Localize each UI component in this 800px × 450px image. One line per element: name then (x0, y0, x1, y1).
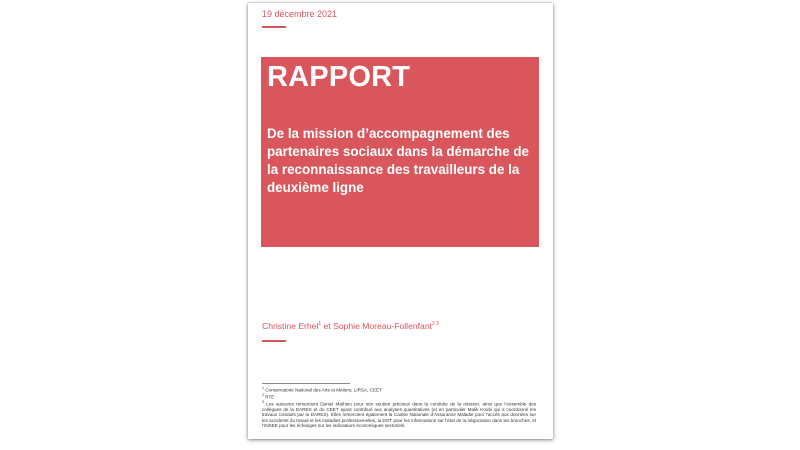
footnote-number: 2 (262, 392, 264, 397)
footnotes (262, 386, 536, 428)
report-date: 19 décembre 2021 (262, 9, 338, 19)
title-banner (261, 57, 539, 247)
footnote (262, 400, 536, 429)
authors-line (262, 321, 439, 331)
date-accent-rule (262, 26, 286, 28)
footnote-text: Conservatoire National des Arts et Métiers, LIRSA, CEET (265, 387, 382, 393)
author-footnote-ref: 2 3 (431, 321, 439, 328)
report-subtitle: De la mission d’accompagnement des partenaires sociaux dans la démarche de la reconnaissance des travailleurs de la deuxième ligne (267, 126, 529, 195)
report-title: RAPPORT (267, 61, 411, 93)
report-cover-page (248, 3, 553, 439)
footnote-text: RTE (265, 394, 275, 400)
authors-connector: et (323, 321, 331, 331)
footnote-number: 1 (262, 386, 264, 390)
author-footnote-ref: 1 (318, 321, 322, 328)
footnote (262, 393, 536, 400)
footnote-number: 3 (262, 399, 264, 404)
author-name: Sophie Moreau-Follenfant (333, 321, 432, 331)
author-name: Christine Erhel (262, 321, 319, 331)
footnote-text: Les auteures remercient Daniel Mathieu pour son soutien précieux dans la conduite de la mission, ainsi que l’ensemble des collègues de la DARES et du CEET ayant contribué aux analyses quantitatives (et en particulier Malik Koubi qui a coordonné les travaux conduits par la DARES). Elles remercient également la Caisse Nationale d’Assurance Maladie pour l’accès aux données sur les accidents du travail et les maladies professionnelles, la DGT pour les informations sur l’état de la négociation dans les branches, et l’INSEE pour les échanges sur les indicateurs économiques sectoriels. (262, 401, 537, 429)
footnote (262, 386, 536, 393)
authors-accent-rule (262, 340, 286, 342)
footnote-separator (262, 383, 350, 384)
